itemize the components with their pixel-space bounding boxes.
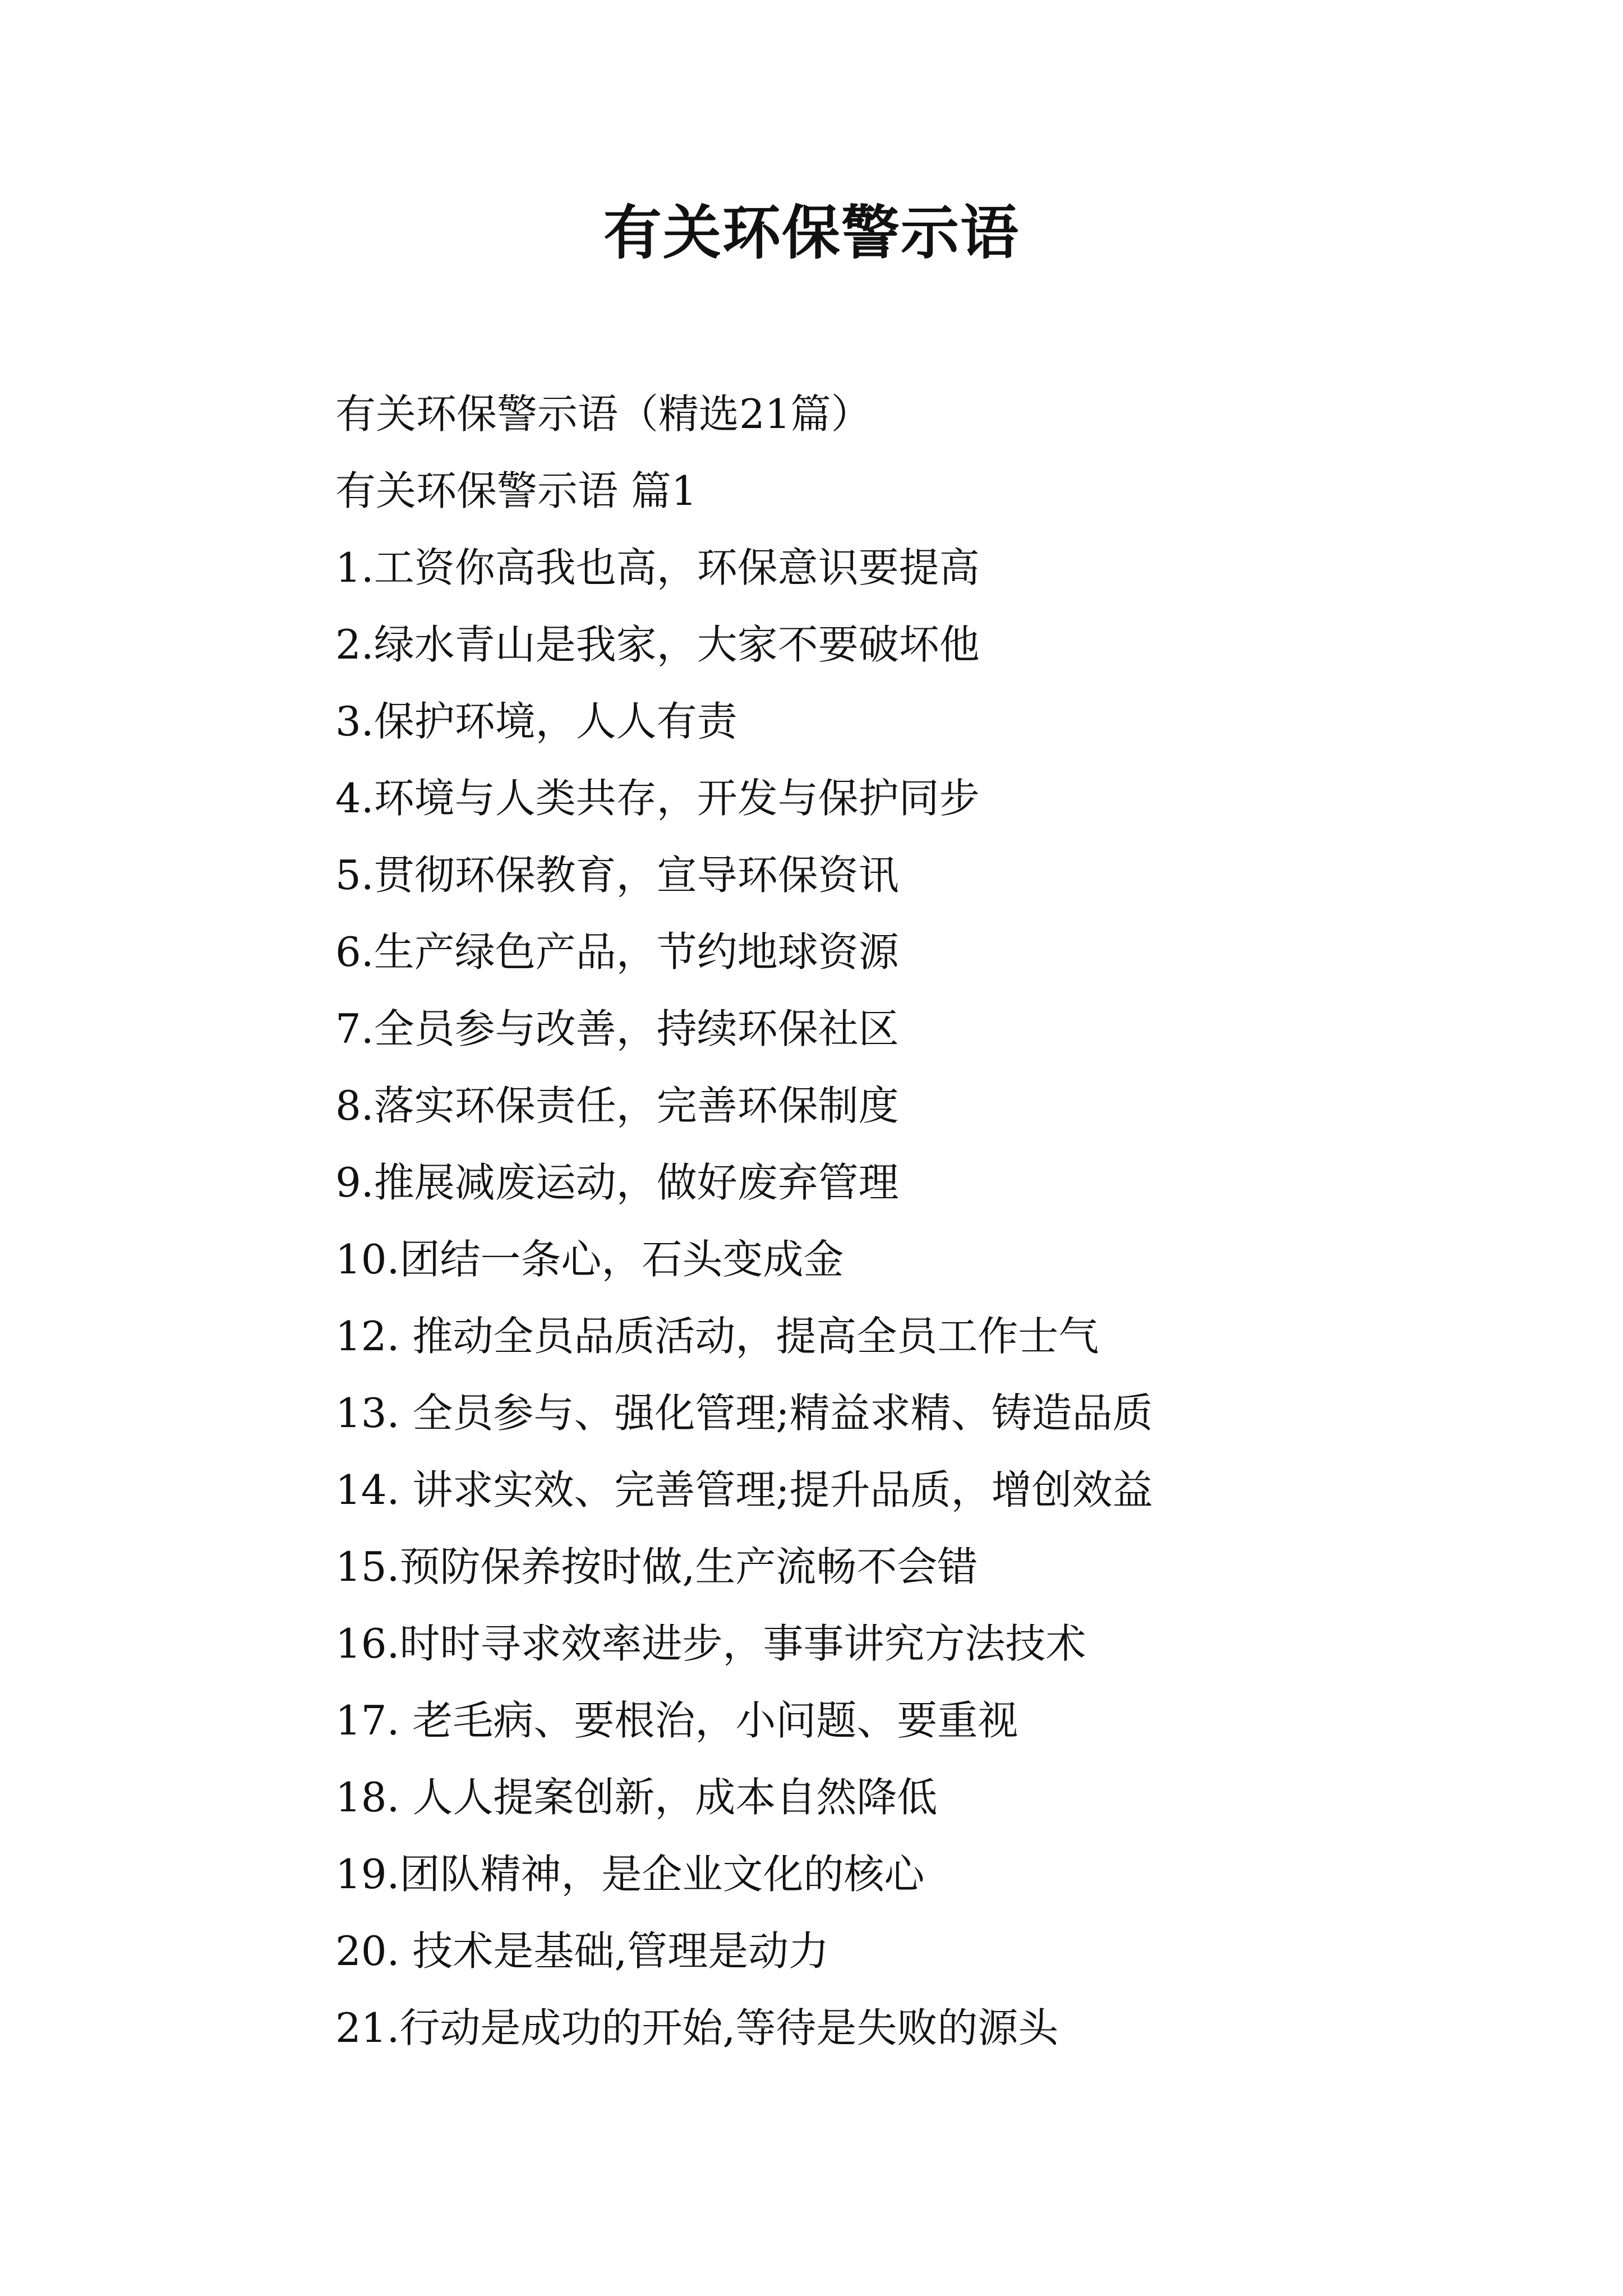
document-subtitle: 有关环保警示语（精选21篇）: [335, 390, 872, 438]
slogan-item: 13. 全员参与、强化管理;精益求精、铸造品质: [335, 1389, 1153, 1437]
slogan-item: 14. 讲求实效、完善管理;提升品质，增创效益: [335, 1466, 1153, 1513]
slogan-item: 1.工资你高我也高，环保意识要提高: [335, 544, 980, 591]
slogan-item: 7.全员参与改善，持续环保社区: [335, 1005, 899, 1052]
document-body: [335, 376, 1513, 2067]
slogan-item: 6.生产绿色产品，节约地球资源: [335, 928, 899, 976]
slogan-item: 19.团队精神，是企业文化的核心: [335, 1851, 925, 1898]
slogan-item: 5.贯彻环保教育，宣导环保资讯: [335, 852, 899, 899]
slogan-item: 10.团结一条心，石头变成金: [335, 1236, 844, 1283]
document-title: 有关环保警示语: [603, 199, 1020, 267]
slogan-item: 18. 人人提案创新，成本自然降低: [335, 1774, 938, 1821]
slogan-item: 21.行动是成功的开始,等待是失败的源头: [335, 2004, 1059, 2051]
slogan-item: 9.推展减废运动，做好废弃管理: [335, 1159, 899, 1206]
slogan-item: 4.环境与人类共存，开发与保护同步: [335, 775, 980, 822]
section-heading: 有关环保警示语 篇1: [335, 467, 697, 514]
slogan-item: 20. 技术是基础,管理是动力: [335, 1927, 829, 1975]
slogan-item: 16.时时寻求效率进步，事事讲究方法技术: [335, 1620, 1086, 1667]
slogan-item: 8.落实环保责任，完善环保制度: [335, 1082, 899, 1129]
slogan-item: 2.绿水青山是我家，大家不要破坏他: [335, 621, 980, 668]
slogan-item: 17. 老毛病、要根治，小问题、要重视: [335, 1697, 1018, 1744]
slogan-item: 12. 推动全员品质活动，提高全员工作士气: [335, 1313, 1099, 1360]
slogan-item: 3.保护环境，人人有责: [335, 698, 737, 745]
slogan-item: 15.预防保养按时做,生产流畅不会错: [335, 1543, 978, 1590]
